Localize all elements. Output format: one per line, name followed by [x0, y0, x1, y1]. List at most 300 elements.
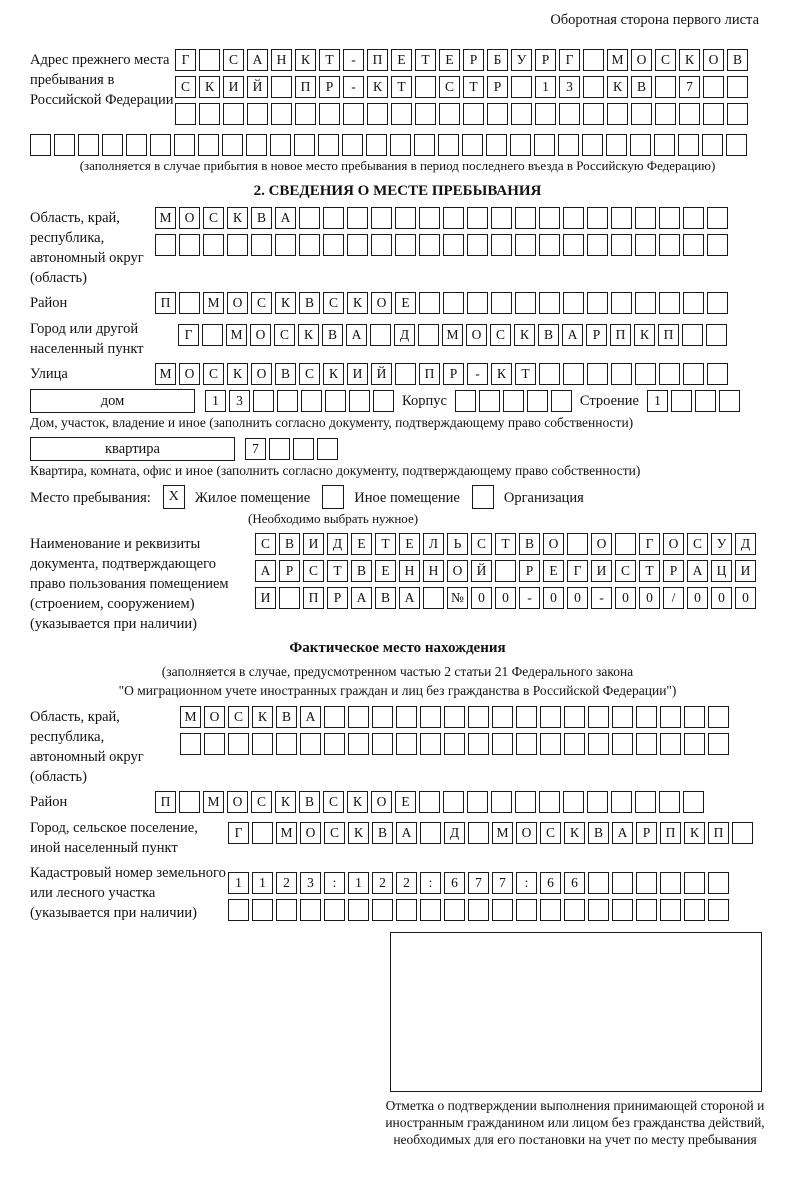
char-cell[interactable]: Т: [639, 560, 660, 582]
char-cell[interactable]: С: [228, 706, 249, 728]
char-cell[interactable]: [607, 103, 628, 125]
char-cell[interactable]: [511, 76, 532, 98]
char-cell[interactable]: [535, 103, 556, 125]
char-cell[interactable]: [373, 390, 394, 412]
char-cell[interactable]: [467, 791, 488, 813]
char-cell[interactable]: [420, 706, 441, 728]
char-cell[interactable]: Е: [375, 560, 396, 582]
char-cell[interactable]: Р: [443, 363, 464, 385]
char-cell[interactable]: Т: [495, 533, 516, 555]
char-cell[interactable]: Г: [228, 822, 249, 844]
char-cell[interactable]: К: [684, 822, 705, 844]
char-cell[interactable]: Т: [375, 533, 396, 555]
char-cell[interactable]: [707, 363, 728, 385]
char-cell[interactable]: Т: [515, 363, 536, 385]
char-cell[interactable]: И: [223, 76, 244, 98]
char-cell[interactable]: М: [226, 324, 247, 346]
char-cell[interactable]: А: [275, 207, 296, 229]
char-cell[interactable]: К: [514, 324, 535, 346]
char-cell[interactable]: [559, 103, 580, 125]
char-cell[interactable]: [275, 234, 296, 256]
char-cell[interactable]: [612, 733, 633, 755]
char-cell[interactable]: [486, 134, 507, 156]
char-cell[interactable]: 1: [348, 872, 369, 894]
char-cell[interactable]: [515, 207, 536, 229]
char-cell[interactable]: [655, 103, 676, 125]
char-cell[interactable]: [396, 706, 417, 728]
char-cell[interactable]: [228, 733, 249, 755]
char-cell[interactable]: [515, 234, 536, 256]
char-cell[interactable]: С: [223, 49, 244, 71]
char-cell[interactable]: [503, 390, 524, 412]
char-cell[interactable]: [203, 234, 224, 256]
char-cell[interactable]: [463, 103, 484, 125]
char-cell[interactable]: [54, 134, 75, 156]
char-cell[interactable]: [631, 103, 652, 125]
char-cell[interactable]: [660, 733, 681, 755]
char-cell[interactable]: [564, 733, 585, 755]
char-cell[interactable]: [347, 234, 368, 256]
char-cell[interactable]: [611, 207, 632, 229]
char-cell[interactable]: [511, 103, 532, 125]
char-cell[interactable]: [582, 134, 603, 156]
char-cell[interactable]: 3: [229, 390, 250, 412]
char-cell[interactable]: [588, 872, 609, 894]
char-cell[interactable]: -: [343, 49, 364, 71]
char-cell[interactable]: [695, 390, 716, 412]
char-cell[interactable]: И: [735, 560, 756, 582]
char-cell[interactable]: Т: [415, 49, 436, 71]
char-cell[interactable]: [324, 899, 345, 921]
char-cell[interactable]: Л: [423, 533, 444, 555]
char-cell[interactable]: [467, 234, 488, 256]
char-cell[interactable]: -: [467, 363, 488, 385]
char-cell[interactable]: Г: [175, 49, 196, 71]
char-cell[interactable]: О: [300, 822, 321, 844]
char-cell[interactable]: [539, 292, 560, 314]
char-cell[interactable]: С: [203, 363, 224, 385]
char-cell[interactable]: А: [396, 822, 417, 844]
char-cell[interactable]: [539, 791, 560, 813]
char-cell[interactable]: К: [679, 49, 700, 71]
char-cell[interactable]: [251, 234, 272, 256]
char-cell[interactable]: И: [347, 363, 368, 385]
char-cell[interactable]: [654, 134, 675, 156]
char-cell[interactable]: В: [279, 533, 300, 555]
char-cell[interactable]: С: [615, 560, 636, 582]
char-cell[interactable]: 2: [276, 872, 297, 894]
char-cell[interactable]: С: [323, 292, 344, 314]
char-cell[interactable]: Г: [639, 533, 660, 555]
char-cell[interactable]: Р: [463, 49, 484, 71]
char-cell[interactable]: [726, 134, 747, 156]
char-cell[interactable]: В: [322, 324, 343, 346]
char-cell[interactable]: [414, 134, 435, 156]
char-cell[interactable]: [348, 706, 369, 728]
char-cell[interactable]: [659, 292, 680, 314]
char-cell[interactable]: М: [203, 292, 224, 314]
char-cell[interactable]: П: [658, 324, 679, 346]
char-cell[interactable]: 3: [300, 872, 321, 894]
char-cell[interactable]: К: [295, 49, 316, 71]
char-cell[interactable]: [540, 706, 561, 728]
char-cell[interactable]: [277, 390, 298, 412]
char-cell[interactable]: [706, 324, 727, 346]
char-cell[interactable]: А: [399, 587, 420, 609]
char-cell[interactable]: Е: [439, 49, 460, 71]
char-cell[interactable]: [222, 134, 243, 156]
char-cell[interactable]: О: [179, 207, 200, 229]
char-cell[interactable]: [199, 49, 220, 71]
char-cell[interactable]: В: [276, 706, 297, 728]
char-cell[interactable]: [246, 134, 267, 156]
char-cell[interactable]: [684, 733, 705, 755]
char-cell[interactable]: О: [447, 560, 468, 582]
char-cell[interactable]: [228, 899, 249, 921]
char-cell[interactable]: [468, 899, 489, 921]
char-cell[interactable]: -: [591, 587, 612, 609]
char-cell[interactable]: [419, 207, 440, 229]
char-cell[interactable]: К: [348, 822, 369, 844]
char-cell[interactable]: [295, 103, 316, 125]
char-cell[interactable]: [708, 706, 729, 728]
char-cell[interactable]: К: [275, 292, 296, 314]
char-cell[interactable]: 7: [492, 872, 513, 894]
char-cell[interactable]: [707, 292, 728, 314]
char-cell[interactable]: [659, 791, 680, 813]
char-cell[interactable]: Р: [535, 49, 556, 71]
char-cell[interactable]: [655, 76, 676, 98]
char-cell[interactable]: Р: [663, 560, 684, 582]
char-cell[interactable]: [150, 134, 171, 156]
char-cell[interactable]: 1: [228, 872, 249, 894]
char-cell[interactable]: [588, 899, 609, 921]
char-cell[interactable]: М: [492, 822, 513, 844]
char-cell[interactable]: [612, 872, 633, 894]
char-cell[interactable]: [78, 134, 99, 156]
char-cell[interactable]: Р: [327, 587, 348, 609]
char-cell[interactable]: [420, 899, 441, 921]
char-cell[interactable]: [527, 390, 548, 412]
char-cell[interactable]: [708, 733, 729, 755]
char-cell[interactable]: [534, 134, 555, 156]
char-cell[interactable]: Д: [394, 324, 415, 346]
char-cell[interactable]: Т: [319, 49, 340, 71]
char-cell[interactable]: Т: [463, 76, 484, 98]
char-cell[interactable]: [510, 134, 531, 156]
char-cell[interactable]: [516, 733, 537, 755]
char-cell[interactable]: 2: [396, 872, 417, 894]
char-cell[interactable]: 1: [205, 390, 226, 412]
char-cell[interactable]: [420, 733, 441, 755]
char-cell[interactable]: В: [372, 822, 393, 844]
char-cell[interactable]: [630, 134, 651, 156]
char-cell[interactable]: [588, 733, 609, 755]
char-cell[interactable]: Й: [371, 363, 392, 385]
char-cell[interactable]: П: [295, 76, 316, 98]
char-cell[interactable]: [539, 234, 560, 256]
organizatsiya-checkbox[interactable]: [472, 485, 494, 509]
char-cell[interactable]: 0: [711, 587, 732, 609]
char-cell[interactable]: [612, 899, 633, 921]
char-cell[interactable]: [299, 207, 320, 229]
char-cell[interactable]: [179, 234, 200, 256]
char-cell[interactable]: О: [371, 791, 392, 813]
char-cell[interactable]: [420, 822, 441, 844]
char-cell[interactable]: [491, 292, 512, 314]
char-cell[interactable]: С: [175, 76, 196, 98]
char-cell[interactable]: С: [687, 533, 708, 555]
char-cell[interactable]: Д: [735, 533, 756, 555]
char-cell[interactable]: [587, 234, 608, 256]
char-cell[interactable]: [719, 390, 740, 412]
char-cell[interactable]: 0: [687, 587, 708, 609]
char-cell[interactable]: Й: [247, 76, 268, 98]
char-cell[interactable]: [227, 234, 248, 256]
char-cell[interactable]: [495, 560, 516, 582]
char-cell[interactable]: [635, 234, 656, 256]
char-cell[interactable]: Б: [487, 49, 508, 71]
char-cell[interactable]: [635, 363, 656, 385]
char-cell[interactable]: [366, 134, 387, 156]
char-cell[interactable]: [564, 899, 585, 921]
char-cell[interactable]: [444, 899, 465, 921]
char-cell[interactable]: [516, 706, 537, 728]
char-cell[interactable]: М: [607, 49, 628, 71]
char-cell[interactable]: Й: [471, 560, 492, 582]
char-cell[interactable]: Р: [279, 560, 300, 582]
char-cell[interactable]: 0: [615, 587, 636, 609]
char-cell[interactable]: В: [251, 207, 272, 229]
char-cell[interactable]: [323, 234, 344, 256]
char-cell[interactable]: А: [687, 560, 708, 582]
char-cell[interactable]: №: [447, 587, 468, 609]
char-cell[interactable]: [491, 207, 512, 229]
char-cell[interactable]: [443, 791, 464, 813]
char-cell[interactable]: С: [490, 324, 511, 346]
char-cell[interactable]: А: [255, 560, 276, 582]
char-cell[interactable]: [269, 438, 290, 460]
char-cell[interactable]: [180, 733, 201, 755]
char-cell[interactable]: [660, 872, 681, 894]
char-cell[interactable]: [515, 791, 536, 813]
char-cell[interactable]: [276, 733, 297, 755]
char-cell[interactable]: [516, 899, 537, 921]
char-cell[interactable]: [294, 134, 315, 156]
char-cell[interactable]: [371, 234, 392, 256]
char-cell[interactable]: [318, 134, 339, 156]
char-cell[interactable]: [707, 234, 728, 256]
char-cell[interactable]: Д: [327, 533, 348, 555]
char-cell[interactable]: [611, 363, 632, 385]
char-cell[interactable]: С: [251, 292, 272, 314]
char-cell[interactable]: [708, 899, 729, 921]
char-cell[interactable]: 7: [679, 76, 700, 98]
char-cell[interactable]: К: [323, 363, 344, 385]
char-cell[interactable]: [635, 292, 656, 314]
char-cell[interactable]: [479, 390, 500, 412]
char-cell[interactable]: П: [367, 49, 388, 71]
char-cell[interactable]: [682, 324, 703, 346]
char-cell[interactable]: О: [663, 533, 684, 555]
char-cell[interactable]: 6: [564, 872, 585, 894]
char-cell[interactable]: [540, 733, 561, 755]
char-cell[interactable]: П: [708, 822, 729, 844]
char-cell[interactable]: Р: [586, 324, 607, 346]
char-cell[interactable]: [492, 899, 513, 921]
char-cell[interactable]: А: [562, 324, 583, 346]
char-cell[interactable]: [563, 363, 584, 385]
char-cell[interactable]: [684, 899, 705, 921]
char-cell[interactable]: М: [155, 207, 176, 229]
char-cell[interactable]: [324, 706, 345, 728]
char-cell[interactable]: [615, 533, 636, 555]
char-cell[interactable]: [348, 733, 369, 755]
char-cell[interactable]: Ь: [447, 533, 468, 555]
char-cell[interactable]: [179, 292, 200, 314]
char-cell[interactable]: [252, 899, 273, 921]
char-cell[interactable]: [372, 733, 393, 755]
char-cell[interactable]: М: [203, 791, 224, 813]
char-cell[interactable]: И: [591, 560, 612, 582]
char-cell[interactable]: 3: [559, 76, 580, 98]
char-cell[interactable]: [679, 103, 700, 125]
char-cell[interactable]: [301, 390, 322, 412]
char-cell[interactable]: Е: [399, 533, 420, 555]
char-cell[interactable]: П: [155, 791, 176, 813]
char-cell[interactable]: П: [660, 822, 681, 844]
char-cell[interactable]: [444, 733, 465, 755]
char-cell[interactable]: Р: [487, 76, 508, 98]
char-cell[interactable]: [342, 134, 363, 156]
char-cell[interactable]: К: [367, 76, 388, 98]
char-cell[interactable]: Т: [391, 76, 412, 98]
char-cell[interactable]: 0: [471, 587, 492, 609]
char-cell[interactable]: [515, 292, 536, 314]
char-cell[interactable]: А: [351, 587, 372, 609]
char-cell[interactable]: С: [303, 560, 324, 582]
char-cell[interactable]: [395, 363, 416, 385]
char-cell[interactable]: [395, 234, 416, 256]
char-cell[interactable]: [563, 234, 584, 256]
char-cell[interactable]: К: [607, 76, 628, 98]
char-cell[interactable]: Е: [395, 791, 416, 813]
char-cell[interactable]: С: [203, 207, 224, 229]
char-cell[interactable]: 0: [639, 587, 660, 609]
char-cell[interactable]: С: [439, 76, 460, 98]
char-cell[interactable]: К: [347, 292, 368, 314]
char-cell[interactable]: С: [274, 324, 295, 346]
char-cell[interactable]: [683, 791, 704, 813]
char-cell[interactable]: Н: [399, 560, 420, 582]
char-cell[interactable]: [567, 533, 588, 555]
char-cell[interactable]: В: [727, 49, 748, 71]
char-cell[interactable]: [491, 791, 512, 813]
char-cell[interactable]: К: [491, 363, 512, 385]
char-cell[interactable]: Т: [327, 560, 348, 582]
char-cell[interactable]: [678, 134, 699, 156]
char-cell[interactable]: /: [663, 587, 684, 609]
char-cell[interactable]: [30, 134, 51, 156]
char-cell[interactable]: [683, 207, 704, 229]
char-cell[interactable]: [492, 733, 513, 755]
char-cell[interactable]: [540, 899, 561, 921]
char-cell[interactable]: [443, 234, 464, 256]
char-cell[interactable]: [583, 76, 604, 98]
kvartira-type-box[interactable]: квартира: [30, 437, 235, 461]
char-cell[interactable]: [462, 134, 483, 156]
char-cell[interactable]: [391, 103, 412, 125]
char-cell[interactable]: [247, 103, 268, 125]
char-cell[interactable]: О: [543, 533, 564, 555]
char-cell[interactable]: [660, 899, 681, 921]
char-cell[interactable]: [606, 134, 627, 156]
char-cell[interactable]: [611, 234, 632, 256]
char-cell[interactable]: [635, 207, 656, 229]
char-cell[interactable]: [611, 292, 632, 314]
char-cell[interactable]: [253, 390, 274, 412]
char-cell[interactable]: К: [347, 791, 368, 813]
char-cell[interactable]: О: [179, 363, 200, 385]
char-cell[interactable]: [444, 706, 465, 728]
char-cell[interactable]: [539, 363, 560, 385]
char-cell[interactable]: [636, 733, 657, 755]
char-cell[interactable]: К: [298, 324, 319, 346]
char-cell[interactable]: В: [299, 791, 320, 813]
char-cell[interactable]: [370, 324, 391, 346]
char-cell[interactable]: [419, 791, 440, 813]
char-cell[interactable]: [467, 207, 488, 229]
char-cell[interactable]: [324, 733, 345, 755]
char-cell[interactable]: [396, 899, 417, 921]
char-cell[interactable]: О: [591, 533, 612, 555]
char-cell[interactable]: К: [275, 791, 296, 813]
char-cell[interactable]: [323, 207, 344, 229]
char-cell[interactable]: П: [155, 292, 176, 314]
char-cell[interactable]: [270, 134, 291, 156]
char-cell[interactable]: [491, 234, 512, 256]
char-cell[interactable]: С: [299, 363, 320, 385]
char-cell[interactable]: [707, 207, 728, 229]
char-cell[interactable]: [539, 207, 560, 229]
char-cell[interactable]: 0: [735, 587, 756, 609]
char-cell[interactable]: [659, 207, 680, 229]
char-cell[interactable]: [732, 822, 753, 844]
char-cell[interactable]: [343, 103, 364, 125]
char-cell[interactable]: [419, 292, 440, 314]
char-cell[interactable]: О: [466, 324, 487, 346]
char-cell[interactable]: К: [564, 822, 585, 844]
char-cell[interactable]: [708, 872, 729, 894]
char-cell[interactable]: К: [252, 706, 273, 728]
char-cell[interactable]: 0: [495, 587, 516, 609]
char-cell[interactable]: 6: [540, 872, 561, 894]
char-cell[interactable]: [671, 390, 692, 412]
char-cell[interactable]: О: [516, 822, 537, 844]
inoe-checkbox[interactable]: [322, 485, 344, 509]
char-cell[interactable]: 1: [535, 76, 556, 98]
char-cell[interactable]: А: [346, 324, 367, 346]
char-cell[interactable]: [423, 587, 444, 609]
char-cell[interactable]: [492, 706, 513, 728]
char-cell[interactable]: [612, 706, 633, 728]
char-cell[interactable]: [684, 706, 705, 728]
char-cell[interactable]: [418, 324, 439, 346]
char-cell[interactable]: В: [538, 324, 559, 346]
char-cell[interactable]: [198, 134, 219, 156]
char-cell[interactable]: [727, 103, 748, 125]
char-cell[interactable]: Р: [636, 822, 657, 844]
